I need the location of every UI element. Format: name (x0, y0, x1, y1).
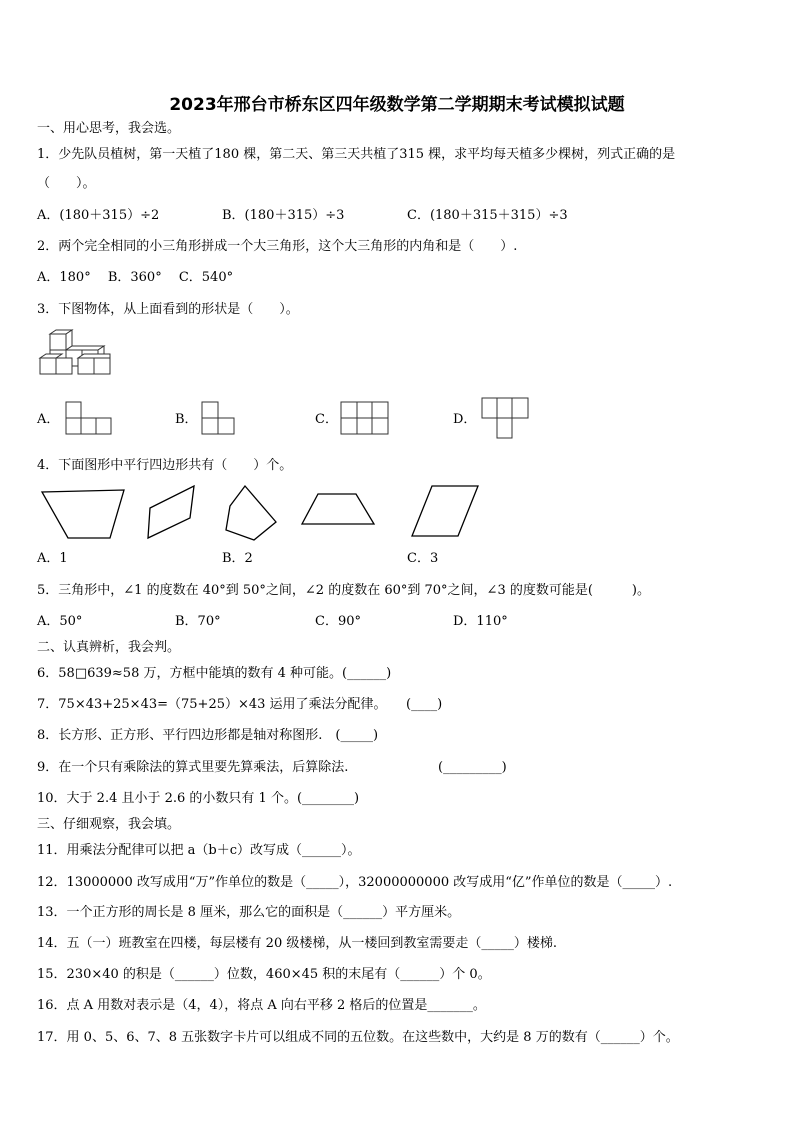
q14: 14．五（一）班教室在四楼，每层楼有 20 级楼梯，从一楼回到教室需要走（_____）楼梯. (37, 936, 557, 951)
q1-stem: 1．少先队员植树，第一天植了180 棵，第二天、第三天共植了315 棵，求平均每天植多少棵树，列式正确的是 (37, 147, 676, 162)
q6: 6．58□639≈58 万，方框中能填的数有 4 种可能。(______) (37, 666, 392, 681)
section-3-heading: 三、仔细观察，我会填。 (37, 817, 181, 832)
q4-shapes (40, 484, 480, 542)
q5-option-d: D．110° (453, 614, 508, 629)
q3-option-c: C． (315, 412, 338, 427)
section-1-heading: 一、用心思考，我会选。 (37, 121, 181, 136)
section-2-heading: 二、认真辨析，我会判。 (37, 640, 181, 655)
q3-option-a-figure (66, 402, 112, 434)
q8: 8．长方形、正方形、平行四边形都是轴对称图形. (_____) (37, 728, 379, 743)
q3-option-d-figure (482, 398, 528, 438)
q11: 11．用乘法分配律可以把 a（b＋c）改写成（______）。 (37, 843, 361, 858)
q1-option-a: A．(180＋315）÷2 (37, 208, 160, 223)
q5-option-a: A．50° (37, 614, 83, 629)
q16: 16．点 A 用数对表示是（4，4），将点 A 向右平移 2 格后的位置是_______。 (37, 998, 486, 1013)
q4-option-c: C．3 (407, 551, 439, 566)
q10: 10．大于 2.4 且小于 2.6 的小数只有 1 个。(________) (37, 791, 360, 806)
q2-options: A．180° B．360° C．540° (37, 270, 234, 285)
q5-stem: 5．三角形中，∠1 的度数在 40°到 50°之间，∠2 的度数在 60°到 70°之间，∠3 的度数可能是( )。 (37, 583, 651, 598)
q3-stem: 3．下图物体，从上面看到的形状是（ ）。 (37, 302, 299, 317)
trapezoid-shape (302, 494, 374, 524)
q1-option-b: B．(180＋315）÷3 (222, 208, 345, 223)
cube-stack-figure (38, 330, 110, 382)
parallelogram-shape (412, 486, 478, 536)
q1-blank: （ ）。 (37, 176, 96, 191)
q1-option-c: C．(180＋315＋315）÷3 (407, 208, 568, 223)
q5-option-b: B．70° (175, 614, 221, 629)
q2-stem: 2．两个完全相同的小三角形拼成一个大三角形，这个大三角形的内角和是（ ）. (37, 239, 518, 254)
page-title: 2023年邢台市桥东区四年级数学第二学期期末考试模拟试题 (169, 95, 625, 115)
q12: 12．13000000 改写成用“万”作单位的数是（_____），32000000000 改写成用“亿”作单位的数是（_____）. (37, 875, 673, 890)
q13: 13．一个正方形的周长是 8 厘米，那么它的面积是（______）平方厘米。 (37, 905, 461, 920)
quadrilateral-shape (42, 490, 124, 538)
q9-stem: 9．在一个只有乘除法的算式里要先算乘法，后算除法. (37, 760, 349, 775)
q17: 17．用 0、5、6、7、8 五张数字卡片可以组成不同的五位数。在这些数中，大约是 8 万的数有（______）个。 (37, 1030, 679, 1045)
q15: 15．230×40 的积是（______）位数，460×45 积的末尾有（______）个 0。 (37, 967, 491, 982)
q3-option-b-figure (202, 402, 234, 434)
q3-option-a: A． (37, 412, 60, 427)
q7: 7．75×43+25×43=（75+25）×43 运用了乘法分配律。 (____) (37, 697, 443, 712)
q4-option-a: A．1 (37, 551, 68, 566)
q9-blank: (_________) (438, 760, 507, 775)
q4-stem: 4．下面图形中平行四边形共有（ ）个。 (37, 458, 293, 473)
parallelogram-shape (148, 486, 194, 538)
q3-option-b: B． (175, 412, 198, 427)
q4-option-b: B．2 (222, 551, 253, 566)
pentagon-shape (226, 486, 276, 540)
q5-option-c: C．90° (315, 614, 361, 629)
q3-option-c-figure (341, 402, 388, 434)
q3-option-d: D． (453, 412, 477, 427)
